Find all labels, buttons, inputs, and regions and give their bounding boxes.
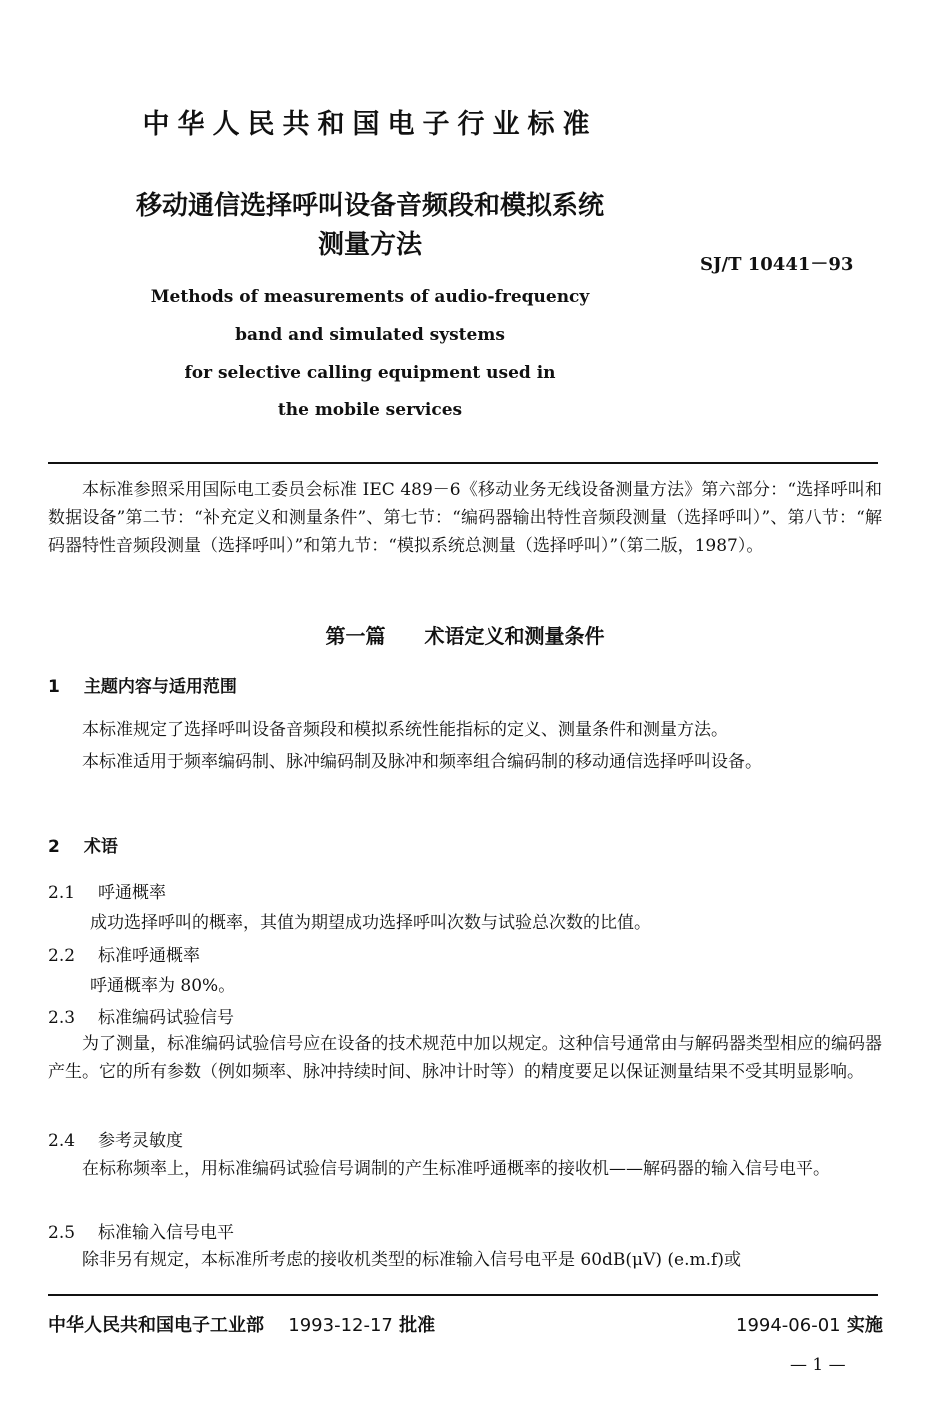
effective-date: 1994-06-01 bbox=[736, 1315, 841, 1336]
part-title bbox=[0, 620, 930, 649]
term-2-1-heading bbox=[48, 878, 166, 903]
term-2-1-text: 成功选择呼叫的概率，其值为期望成功选择呼叫次数与试验总次数的比值。 bbox=[90, 913, 651, 933]
section-1-para-2: 本标准适用于频率编码制、脉冲编码制及脉冲和频率组合编码制的移动通信选择呼叫设备。 bbox=[82, 752, 762, 772]
preface-paragraph: 本标准参照采用国际电工委员会标准 IEC 489－6《移动业务无线设备测量方法》第六部分：“选择呼叫和数据设备”第二节：“补充定义和测量条件”、第七节：“编码器输出特性音频段测量（选择呼叫）”、第八节：“解码器特性音频段测量（选择呼叫）”和第九节：“模拟系统总测量（选择呼叫）”（第二版，1987）。 bbox=[48, 480, 882, 556]
term-2-4-heading bbox=[48, 1126, 183, 1151]
term-2-5-text: 除非另有规定，本标准所考虑的接收机类型的标准输入信号电平是 60dB(μV) (e.m.f)或 bbox=[82, 1250, 741, 1270]
page-number: — 1 — bbox=[790, 1355, 846, 1375]
term-2-4-text: 在标称频率上，用标准编码试验信号调制的产生标准呼通概率的接收机——解码器的输入信号电平。 bbox=[82, 1159, 830, 1179]
term-number: 2.4 bbox=[48, 1131, 76, 1151]
part-name: 术语定义和测量条件 bbox=[424, 624, 605, 648]
section-number: 1 bbox=[48, 677, 60, 697]
english-title-line-3: for selective calling equipment used in bbox=[184, 363, 556, 383]
term-title: 标准输入信号电平 bbox=[98, 1223, 234, 1243]
term-title: 呼通概率 bbox=[98, 883, 166, 903]
section-1-para-1: 本标准规定了选择呼叫设备音频段和模拟系统性能指标的定义、测量条件和测量方法。 bbox=[82, 720, 728, 740]
term-number: 2.2 bbox=[48, 946, 76, 966]
section-1-heading bbox=[48, 672, 237, 697]
footer-approval bbox=[48, 1311, 435, 1337]
footer-effective bbox=[736, 1311, 883, 1337]
title-line-2: 测量方法 bbox=[317, 230, 422, 260]
header-divider bbox=[48, 462, 878, 464]
term-2-5-heading bbox=[48, 1218, 234, 1243]
effective-label: 实施 bbox=[846, 1315, 883, 1336]
term-2-2-heading bbox=[48, 941, 200, 966]
term-title: 标准编码试验信号 bbox=[98, 1008, 234, 1028]
english-title-line-2: band and simulated systems bbox=[235, 325, 505, 345]
issuer: 中华人民共和国电子工业部 bbox=[48, 1315, 264, 1336]
term-number: 2.1 bbox=[48, 883, 76, 903]
section-2-heading bbox=[48, 832, 118, 857]
footer-divider bbox=[48, 1294, 878, 1296]
term-number: 2.3 bbox=[48, 1008, 76, 1028]
term-title: 标准呼通概率 bbox=[98, 946, 200, 966]
part-label: 第一篇 bbox=[325, 624, 386, 648]
term-number: 2.5 bbox=[48, 1223, 76, 1243]
title-line-1: 移动通信选择呼叫设备音频段和模拟系统 bbox=[135, 191, 604, 221]
section-number: 2 bbox=[48, 837, 60, 857]
english-title-line-4: the mobile services bbox=[277, 400, 463, 420]
term-title: 参考灵敏度 bbox=[98, 1131, 183, 1151]
section-title: 术语 bbox=[83, 837, 118, 857]
term-2-3-text: 为了测量，标准编码试验信号应在设备的技术规范中加以规定。这种信号通常由与解码器类型相应的编码器产生。它的所有参数（例如频率、脉冲持续时间、脉冲计时等）的精度要足以保证测量结果不受其明显影响。 bbox=[48, 1034, 882, 1082]
ministry-header: 中华人民共和国电子行业标准 bbox=[142, 109, 598, 140]
term-2-3-heading bbox=[48, 1003, 234, 1028]
approved-date: 1993-12-17 bbox=[288, 1315, 393, 1336]
standard-number: SJ/T 10441－93 bbox=[700, 254, 854, 275]
term-2-2-text: 呼通概率为 80%。 bbox=[90, 976, 236, 996]
approved-label: 批准 bbox=[399, 1315, 436, 1336]
english-title-line-1: Methods of measurements of audio-frequency bbox=[150, 287, 590, 307]
section-title: 主题内容与适用范围 bbox=[83, 677, 237, 697]
